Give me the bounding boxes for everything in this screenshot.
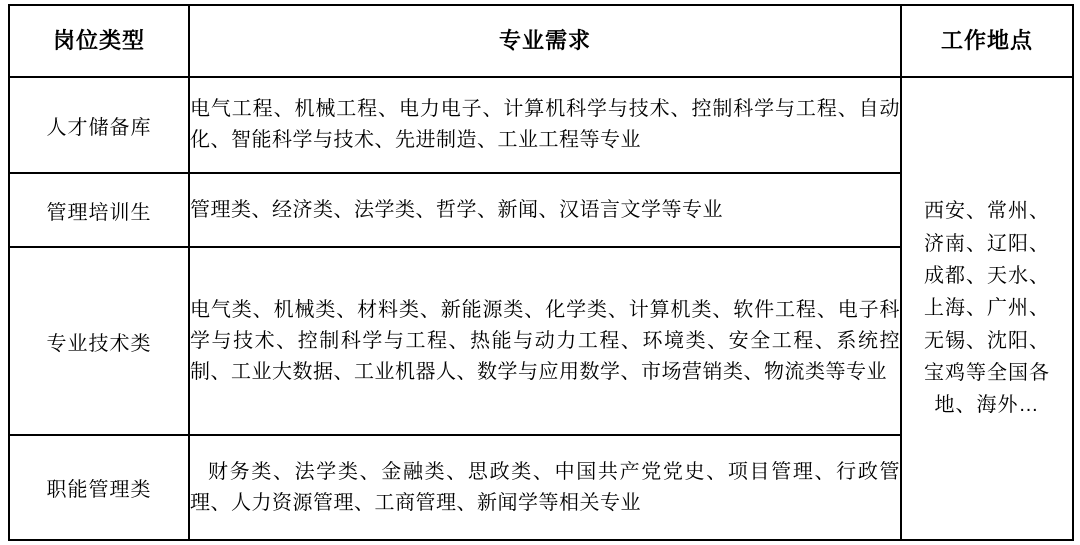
major-requirement-cell: 财务类、法学类、金融类、思政类、中国共产党党史、项目管理、行政管理、人力资源管理、工商管理、新闻学等相关专业 xyxy=(189,435,901,540)
location-line: 成都、天水、 xyxy=(924,264,1050,287)
job-type-cell: 专业技术类 xyxy=(9,247,189,435)
location-line: 宝鸡等全国各 xyxy=(924,362,1050,385)
location-line: 地、海外… xyxy=(934,394,1040,417)
job-type-cell: 职能管理类 xyxy=(9,435,189,540)
job-type-cell: 人才储备库 xyxy=(9,77,189,173)
major-requirement-cell: 电气类、机械类、材料类、新能源类、化学类、计算机类、软件工程、电子科学与技术、控制科学与工程、热能与动力工程、环境类、安全工程、系统控制、工业大数据、工业机器人、数学与应用数学、市场营销类、物流类等专业 xyxy=(189,247,901,435)
column-header-work-location: 工作地点 xyxy=(901,5,1073,77)
location-line: 无锡、沈阳、 xyxy=(924,329,1050,352)
table-row xyxy=(9,77,1073,173)
location-line: 西安、常州、 xyxy=(924,200,1050,223)
major-requirement-cell: 管理类、经济类、法学类、哲学、新闻、汉语言文学等专业 xyxy=(189,173,901,247)
work-location-cell xyxy=(901,77,1073,540)
job-requirements-document xyxy=(0,4,1080,545)
job-requirements-table xyxy=(8,4,1074,541)
column-header-job-type: 岗位类型 xyxy=(9,5,189,77)
location-line: 济南、辽阳、 xyxy=(924,232,1050,255)
major-requirement-cell: 电气工程、机械工程、电力电子、计算机科学与技术、控制科学与工程、自动化、智能科学与技术、先进制造、工业工程等专业 xyxy=(189,77,901,173)
column-header-major-requirement: 专业需求 xyxy=(189,5,901,77)
location-line: 上海、广州、 xyxy=(924,297,1050,320)
job-type-cell: 管理培训生 xyxy=(9,173,189,247)
table-header-row xyxy=(9,5,1073,77)
